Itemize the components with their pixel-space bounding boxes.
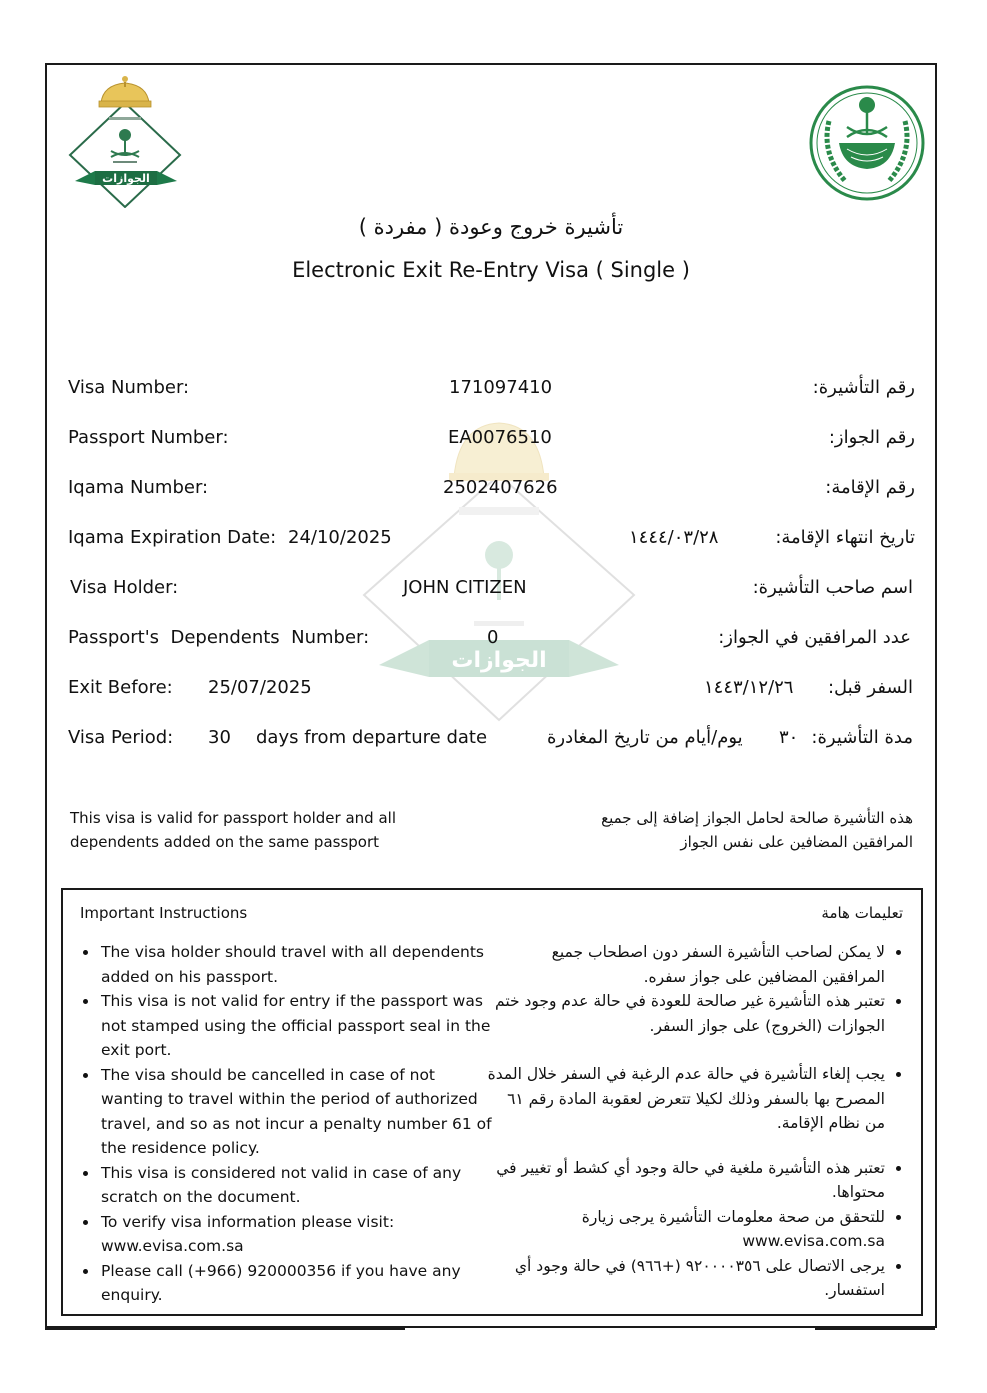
important-instructions-box xyxy=(61,888,923,1316)
visa-holder-label-arabic: اسم صاحب التأشيرة: xyxy=(752,577,913,598)
validity-note-arabic xyxy=(601,806,913,854)
visa-period-label: Visa Period: xyxy=(68,727,174,748)
validity-note-line: المرافقين المضافين على نفس الجواز xyxy=(680,833,913,851)
instruction-item: • This visa is not valid for entry if the passport was not stamped using the official passport seal in the exit port. xyxy=(99,989,499,1063)
watermark-label: الجوازات xyxy=(451,648,547,673)
instruction-item: • يجب إلغاء التأشيرة في حالة عدم الرغبة في السفر خلال المدة المصرح بها بالسفر وذلك لكيلا تتعرض لعقوبة المادة رقم ٦١ من نظام الإقامة. xyxy=(485,1062,885,1136)
iqama-expiration-label-arabic: تاريخ انتهاء الإقامة: xyxy=(775,527,915,548)
visa-holder-value: JOHN CITIZEN xyxy=(403,577,527,598)
iqama-number-label-arabic: رقم الإقامة: xyxy=(825,477,915,498)
exit-before-value: 25/07/2025 xyxy=(208,677,312,698)
iqama-number-label: Iqama Number: xyxy=(68,477,209,498)
instruction-item xyxy=(485,1205,885,1254)
document-title-arabic: تأشيرة خروج وعودة ( مفردة ) xyxy=(358,215,624,239)
validity-note-line: هذه التأشيرة صالحة لحامل الجواز إضافة إلى جميع xyxy=(601,809,913,827)
validity-note-english xyxy=(70,806,396,854)
visa-holder-label: Visa Holder: xyxy=(70,577,179,598)
validity-note-line: This visa is valid for passport holder and all xyxy=(70,809,396,827)
instruction-item-text: للتحقق من صحة معلومات التأشيرة يرجى زيارة xyxy=(581,1207,885,1226)
exit-before-hijri-value: ١٤٤٣/١٢/٢٦ xyxy=(704,677,794,698)
ministry-of-interior-emblem-icon xyxy=(807,83,927,203)
instructions-list-english xyxy=(81,940,499,1308)
visa-number-label: Visa Number: xyxy=(68,377,190,398)
validity-note-line: dependents added on the same passport xyxy=(70,833,380,851)
instruction-item: • This visa is considered not valid in case of any scratch on the document. xyxy=(99,1161,499,1210)
jawazat-watermark-icon xyxy=(359,415,639,725)
instruction-item: • لا يمكن لصاحب التأشيرة السفر دون اصطحاب جميع المرافقين المضافين على جواز سفره. xyxy=(485,940,885,989)
instruction-item: • To verify visa information please visit: www.evisa.com.sa xyxy=(99,1210,499,1259)
instruction-item: • The visa should be cancelled in case of not wanting to travel within the period of authorized travel, and so as not incur a penalty number 61 of the residence policy. xyxy=(99,1063,499,1161)
visa-number-label-arabic: رقم التأشيرة: xyxy=(812,377,915,398)
instruction-item: • Please call (+966) 920000356 if you have any enquiry. xyxy=(99,1259,499,1308)
visa-period-label-arabic: مدة التأشيرة: xyxy=(811,727,913,748)
iqama-expiration-label: Iqama Expiration Date: xyxy=(68,527,277,548)
iqama-number-value: 2502407626 xyxy=(443,477,558,498)
passport-number-value: EA0076510 xyxy=(448,427,552,448)
dependents-value: 0 xyxy=(487,627,499,648)
visa-period-suffix-arabic: يوم/أيام من تاريخ المغادرة xyxy=(547,727,743,748)
exit-before-label: Exit Before: xyxy=(68,677,173,698)
document-title-english: Electronic Exit Re-Entry Visa ( Single ) xyxy=(292,258,690,282)
jawazat-emblem-icon xyxy=(65,73,185,208)
border-segment xyxy=(45,1328,405,1330)
dependents-label-arabic: عدد المرافقين في الجواز: xyxy=(718,627,911,648)
visa-period-value-arabic: ٣٠ xyxy=(779,727,799,748)
instruction-item: • يرجى الاتصال على ٩٢٠٠٠٠٣٥٦ (+٩٦٦) في حالة وجود أي استفسار. xyxy=(485,1254,885,1303)
visa-period-value: 30 xyxy=(208,727,231,748)
instructions-title-arabic: تعليمات هامة xyxy=(821,904,903,922)
border-segment xyxy=(815,1328,935,1330)
passport-number-label: Passport Number: xyxy=(68,427,229,448)
instruction-item: • تعتبر هذه التأشيرة غير صالحة للعودة في حالة عدم وجود ختم الجوازات (الخروج) على جواز السفر. xyxy=(485,989,885,1038)
dependents-label: Passport's Dependents Number: xyxy=(68,627,370,648)
visa-number-value: 171097410 xyxy=(449,377,553,398)
iqama-expiration-value: 24/10/2025 xyxy=(288,527,392,548)
iqama-expiration-hijri-value: ١٤٤٤/٠٣/٢٨ xyxy=(629,527,719,548)
instruction-item: • تعتبر هذه التأشيرة ملغية في حالة وجود أي كشط أو تغيير في محتواها. xyxy=(485,1156,885,1205)
instructions-list-arabic xyxy=(485,940,903,1303)
visa-document xyxy=(45,63,937,1328)
instructions-title-english: Important Instructions xyxy=(80,904,248,922)
exit-before-label-arabic: السفر قبل: xyxy=(827,677,913,698)
instruction-item: • The visa holder should travel with all dependents added on his passport. xyxy=(99,940,499,989)
verify-url-link[interactable]: www.evisa.com.sa xyxy=(742,1232,885,1250)
visa-period-suffix: days from departure date xyxy=(256,727,488,748)
jawazat-logo-label: الجوازات xyxy=(102,172,150,185)
passport-number-label-arabic: رقم الجواز: xyxy=(828,427,915,448)
